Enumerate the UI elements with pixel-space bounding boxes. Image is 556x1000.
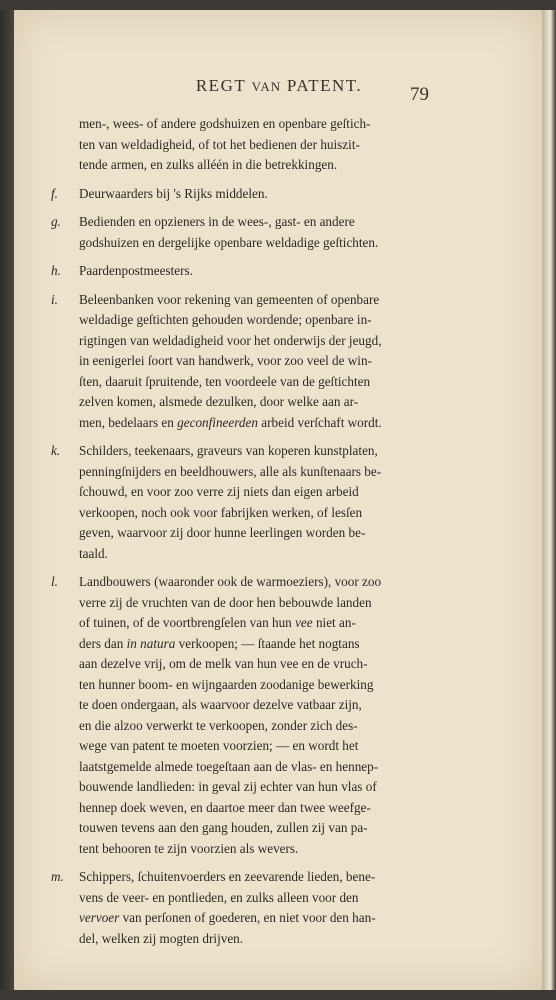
- line-text: ten van weldadigheid, of tot het bedienen der huiszit-: [79, 136, 360, 152]
- line-text: touwen tevens aan den gang houden, zullen zij van pa-: [79, 820, 368, 835]
- line-text: in eenigerlei ſoort van handwerk, voor zoo veel de win-: [79, 353, 372, 368]
- line-text: Schippers, ſchuitenvoerders en zeevarende lieden, bene-: [79, 869, 376, 884]
- line-text: Bedienden en opzieners in de wees-, gast- en andere: [79, 214, 355, 229]
- line-text: Beleenbanken voor rekening van gemeenten of openbare: [79, 291, 380, 307]
- line-text: laatstgemelde almede toegeſtaan aan de vlas- en hennep-: [79, 758, 379, 774]
- line-text: penningſnijders en beeldhouwers, alle als kunſtenaars be-: [79, 463, 382, 479]
- text-line: [14, 867, 542, 888]
- text-line: [14, 716, 542, 737]
- text-line: [14, 929, 542, 950]
- item-letter: f.: [51, 185, 58, 201]
- line-text: Landbouwers (waaronder ook de warmoeziers), voor zoo: [79, 574, 382, 589]
- text-line: [14, 798, 542, 819]
- text-line: [14, 351, 542, 372]
- line-text: of tuinen, of de voortbrengſelen van hun vee niet an-: [79, 615, 356, 630]
- item-letter: i.: [51, 291, 58, 307]
- text-line: [14, 114, 542, 135]
- text-line: [14, 413, 542, 434]
- book-gutter: [0, 10, 14, 990]
- text-line: [14, 757, 542, 778]
- line-text: Paardenpostmeesters.: [79, 263, 193, 278]
- text-line: [14, 261, 542, 282]
- item-letter: l.: [51, 574, 58, 589]
- text-line: [14, 392, 542, 413]
- line-text: verre zij de vruchten van de door hen bebouwde landen: [79, 594, 372, 610]
- line-text: ten hunner boom- en wijngaarden zoodanige bewerking: [79, 676, 374, 692]
- text-line: [14, 777, 542, 798]
- text-line: [14, 155, 542, 176]
- text-line: [14, 818, 542, 839]
- line-text: te doen ondergaan, als waarvoor dezelve vatbaar zijn,: [79, 697, 362, 712]
- line-text: hennep doek weven, en daartoe meer dan twee weefge-: [79, 799, 371, 815]
- text-line: [14, 572, 542, 593]
- text-line: [14, 613, 542, 634]
- text-line: [14, 908, 542, 929]
- italic-word: geconfineerden: [177, 414, 258, 430]
- text-line: [14, 290, 542, 311]
- page-number: 79: [410, 84, 429, 105]
- text-line: [14, 135, 542, 156]
- item-letter: h.: [51, 263, 61, 278]
- text-line: [14, 503, 542, 524]
- text-line: [14, 634, 542, 655]
- header-title-van: VAN: [251, 79, 282, 94]
- line-text: verkoopen, noch ook voor fabrijken werken, of lesſen: [79, 504, 363, 520]
- text-line: [14, 839, 542, 860]
- line-text: weldadige geſtichten gehouden wordende; openbare in-: [79, 312, 372, 327]
- page-fore-edge: [542, 10, 556, 990]
- header-title-regt: REGT: [195, 76, 246, 95]
- line-text: men-, wees- of andere godshuizen en openbare geſtich-: [79, 116, 371, 131]
- text-line: [14, 654, 542, 675]
- line-text: tent behooren te zijn voorzien als wevers.: [79, 840, 299, 856]
- line-text: rigtingen van weldadigheid voor het onderwijs der jeugd,: [79, 332, 382, 348]
- item-letter: m.: [51, 869, 64, 884]
- line-text: ſchouwd, en voor zoo verre zij niets dan eigen arbeid: [79, 484, 359, 499]
- line-text: bouwende landlieden: in geval zij echter van hun vlas of: [79, 779, 377, 794]
- line-text: zelven komen, alsmede dezulken, door welke aan ar-: [79, 394, 359, 409]
- text-line: [14, 888, 542, 909]
- text-line: [14, 233, 542, 254]
- text-line: [14, 310, 542, 331]
- line-text: geven, waarvoor zij door hunne leerlingen worden be-: [79, 525, 366, 540]
- line-text: ders dan in natura verkoopen; — ſtaande het nogtans: [79, 635, 360, 651]
- item-letter: k.: [51, 443, 61, 458]
- italic-word: in natura: [126, 635, 176, 651]
- line-text: vens de veer- en pontlieden, en zulks alleen voor den: [79, 889, 359, 905]
- line-text: vervoer van perſonen of goederen, en niet voor den han-: [79, 910, 376, 925]
- line-text: wege van patent te moeten voorzien; — en wordt het: [79, 738, 359, 753]
- text-line: [14, 462, 542, 483]
- line-text: men, bedelaars en geconfineerden arbeid verſchaft wordt.: [79, 414, 382, 430]
- book-page: [14, 10, 542, 990]
- text-line: [14, 184, 542, 205]
- text-line: [14, 441, 542, 462]
- text-line: [14, 212, 542, 233]
- line-text: Deurwaarders bij 's Rijks middelen.: [79, 185, 268, 201]
- text-line: [14, 523, 542, 544]
- text-line: [14, 736, 542, 757]
- text-line: [14, 544, 542, 565]
- line-text: tende armen, en zulks alléén in die betrekkingen.: [79, 157, 338, 172]
- text-line: [14, 331, 542, 352]
- line-text: godshuizen en dergelijke openbare weldadige geſtichten.: [79, 234, 379, 250]
- line-text: aan dezelve vrij, om de melk van hun vee en de vruch-: [79, 656, 368, 671]
- text-line: [14, 372, 542, 393]
- item-letter: g.: [51, 214, 61, 229]
- line-text: Schilders, teekenaars, graveurs van koperen kunstplaten,: [79, 443, 378, 458]
- italic-word: vee: [295, 615, 313, 630]
- text-line: [14, 675, 542, 696]
- body-text: [14, 114, 542, 949]
- line-text: ſten, daaruit ſpruitende, ten voordeele van de geſtichten: [79, 373, 371, 389]
- line-text: en die alzoo verwerkt te verkoopen, zonder zich des-: [79, 717, 358, 733]
- italic-word: vervoer: [79, 910, 120, 925]
- text-line: [14, 482, 542, 503]
- text-line: [14, 695, 542, 716]
- text-line: [14, 593, 542, 614]
- header-title-patent: PATENT.: [286, 76, 363, 95]
- line-text: del, welken zij mogten drijven.: [79, 930, 244, 946]
- line-text: taald.: [79, 545, 108, 561]
